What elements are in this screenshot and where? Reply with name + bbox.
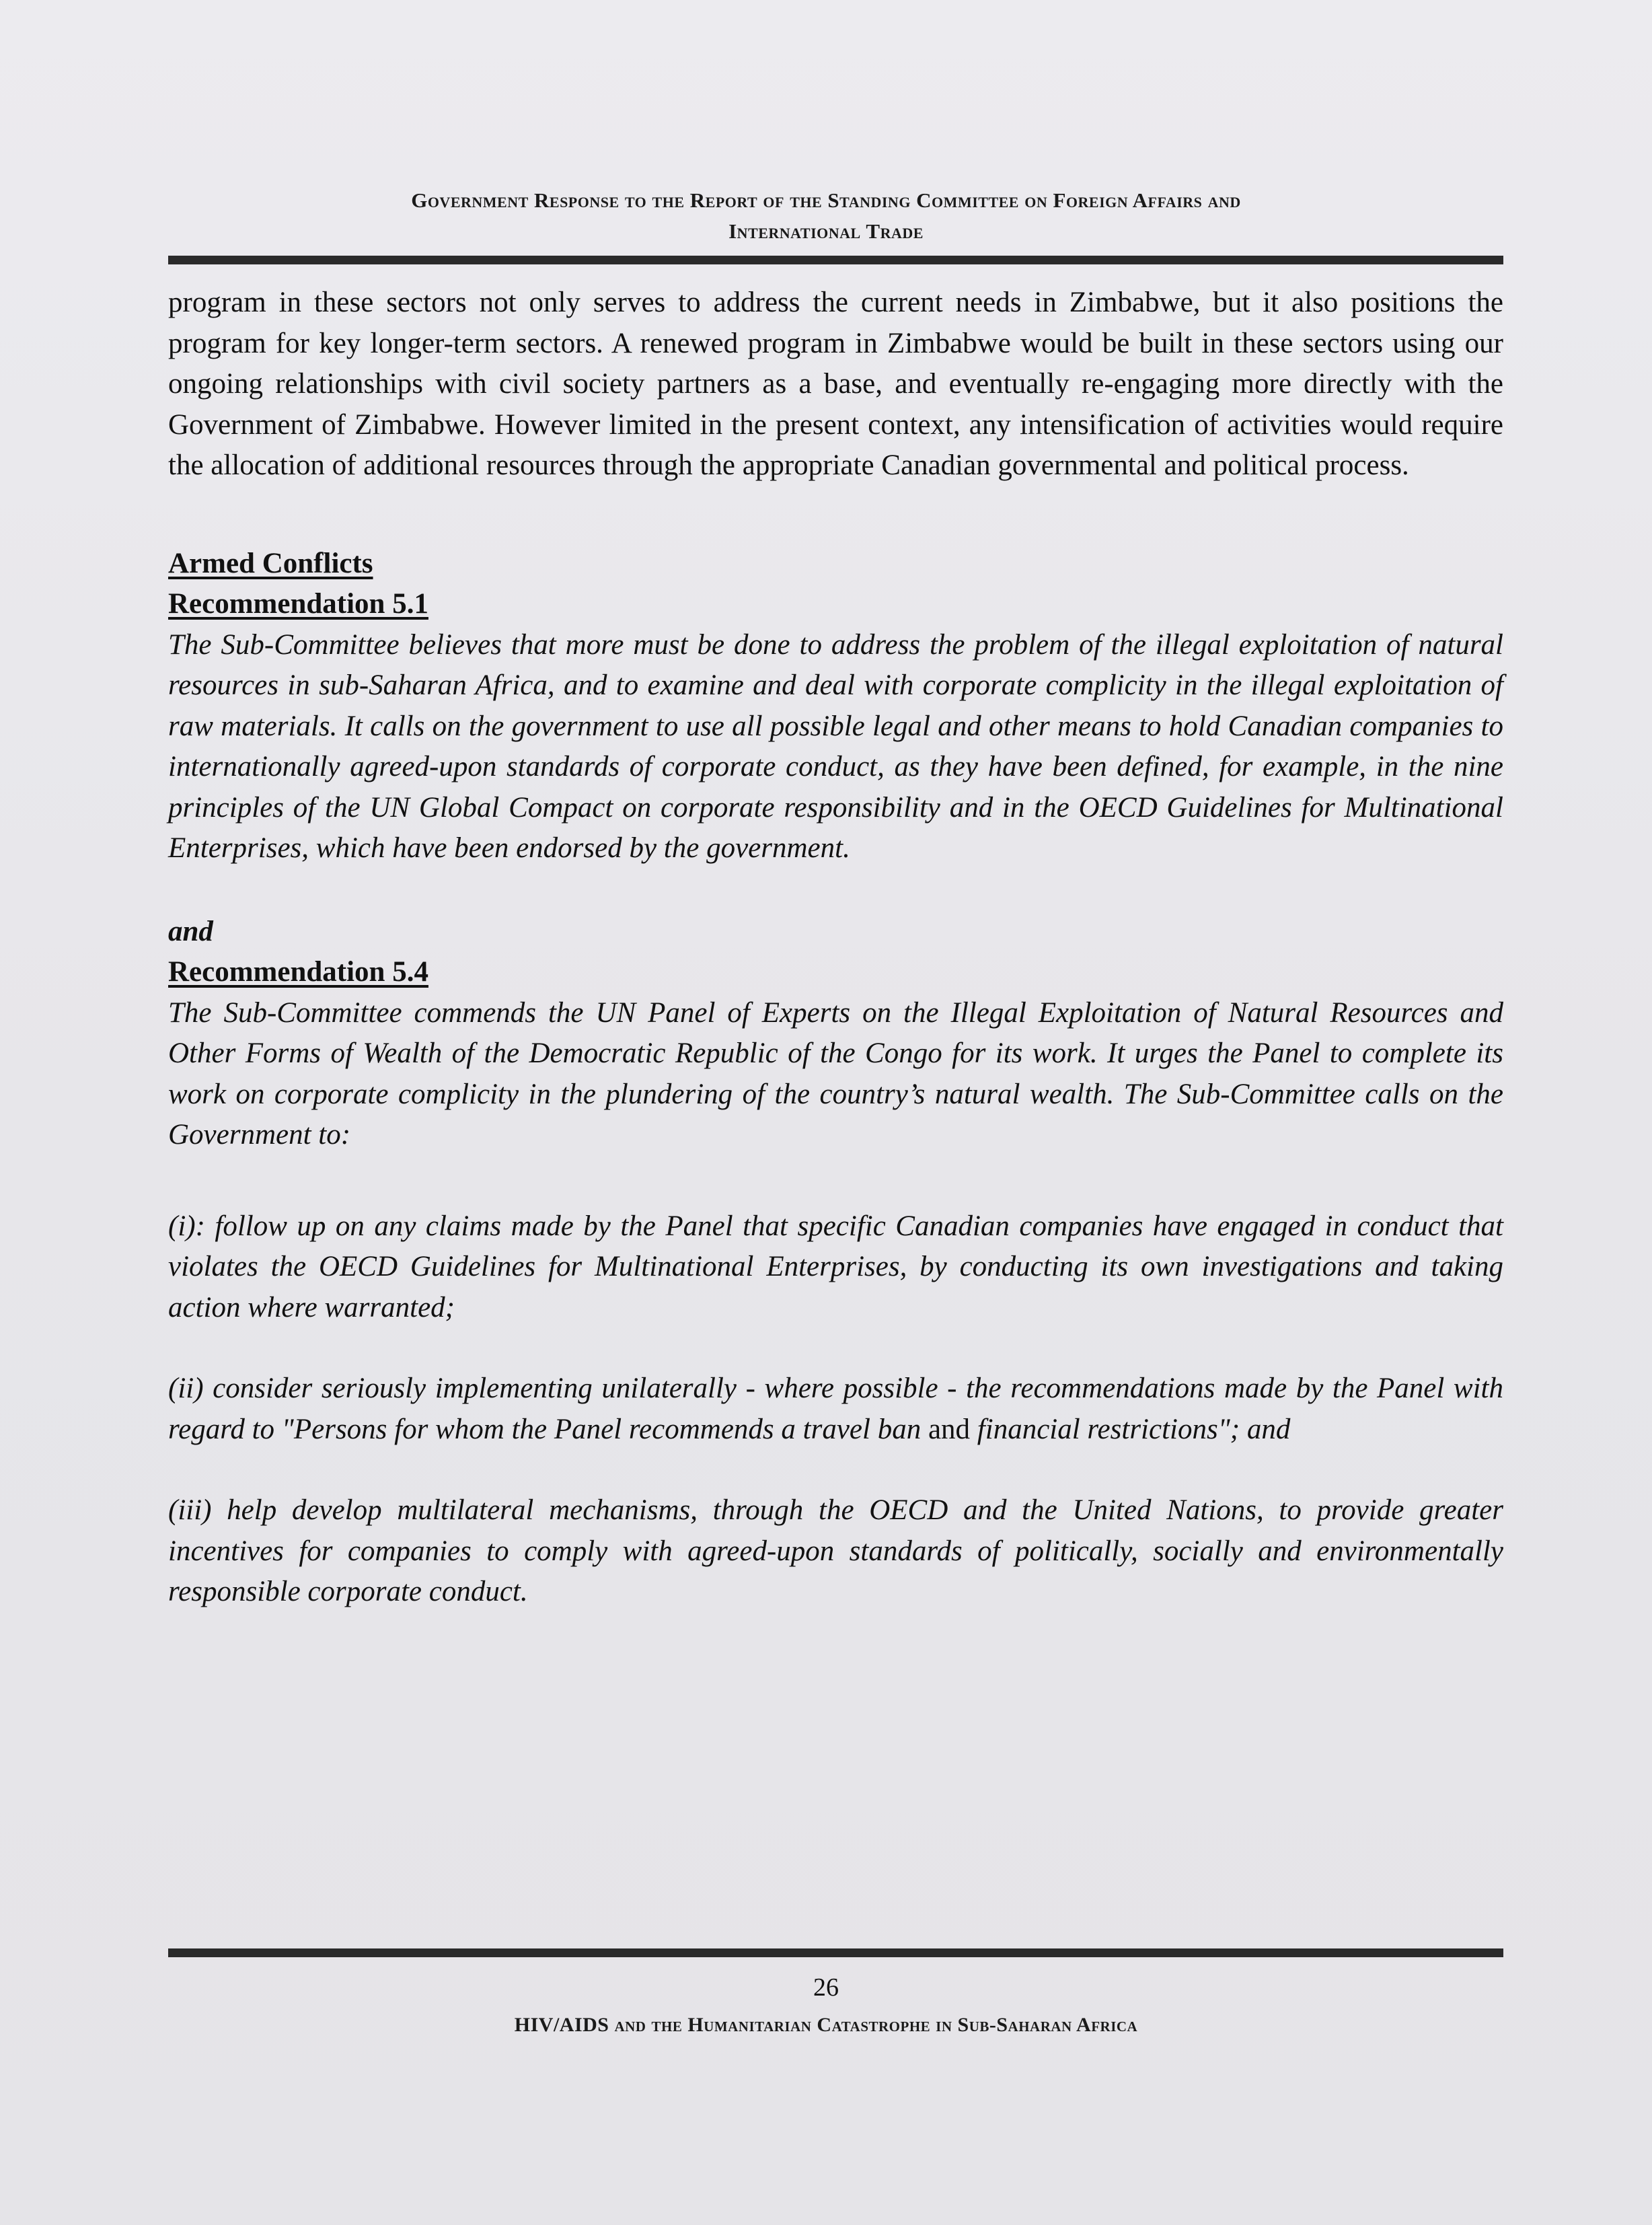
body-text xyxy=(168,283,1503,1613)
page-number: 26 xyxy=(813,1973,839,2002)
header-rule xyxy=(168,256,1503,264)
running-header-line-1: Government Response to the Report of the Standing Committee on Foreign Affairs and xyxy=(411,188,1241,212)
footer-rule xyxy=(168,1948,1503,1957)
recommendation-5-4-item-i: (i): follow up on any claims made by the Panel that specific Canadian companies have engaged in conduct that violates the OECD Guidelines for Multinational Enterprises, by conducting its own investigations and taking action where warranted; xyxy=(168,1210,1503,1323)
recommendation-5-1-text: The Sub-Committee believes that more must be done to address the problem of the illegal exploitation of natural resources in sub-Saharan Africa, and to examine and deal with corporate complicity in the illegal exploitation of raw materials. It calls on the government to use all possible legal and other means to hold Canadian companies to internationally agreed-upon standards of corporate conduct, as they have been defined, for example, in the nine principles of the UN Global Compact on corporate responsibility and in the OECD Guidelines for Multinational Enterprises, which have been endorsed by the government. xyxy=(168,628,1503,864)
item-ii-part-2: financial restrictions"; and xyxy=(977,1413,1291,1445)
section-heading-armed-conflicts: Armed Conflicts xyxy=(168,547,373,579)
running-header-line-2: International Trade xyxy=(728,219,924,243)
recommendation-5-4-heading: Recommendation 5.4 xyxy=(168,956,428,988)
connector-and: and xyxy=(168,915,213,947)
intro-paragraph: program in these sectors not only serves to address the current needs in Zimbabwe, but it also positions the program for key longer-term sectors. A renewed program in Zimbabwe would be built in these sectors using our ongoing relationships with civil society partners as a base, and eventually re-engaging more directly with the Government of Zimbabwe. However limited in the present context, any intensification of activities would require the allocation of additional resources through the appropriate Canadian governmental and political process. xyxy=(168,287,1503,481)
recommendation-5-1-heading: Recommendation 5.1 xyxy=(168,588,428,620)
running-header xyxy=(168,185,1484,247)
recommendation-5-4-item-iii: (iii) help develop multilateral mechanisms, through the OECD and the United Nations, to provide greater incentives for companies to comply with agreed-upon standards of politically, socially and environmentally responsible corporate conduct. xyxy=(168,1494,1503,1607)
item-ii-and: and xyxy=(928,1413,971,1445)
item-ii-part-1: (ii) consider seriously implementing unilaterally - where possible - the recommendations made by the Panel with regard to "Persons for whom the Panel recommends a travel ban xyxy=(168,1373,1503,1445)
running-footer: HIV/AIDS and the Humanitarian Catastrophe in Sub-Saharan Africa xyxy=(514,2014,1138,2036)
recommendation-5-4-text: The Sub-Committee commends the UN Panel of Experts on the Illegal Exploitation of Natural Resources and Other Forms of Wealth of the Democratic Republic of the Congo for its work. It urges the Panel to complete its work on corporate complicity in the plundering of the country’s natural wealth. The Sub-Committee calls on the Government to: xyxy=(168,996,1503,1151)
recommendation-5-4-item-ii xyxy=(168,1369,1503,1450)
